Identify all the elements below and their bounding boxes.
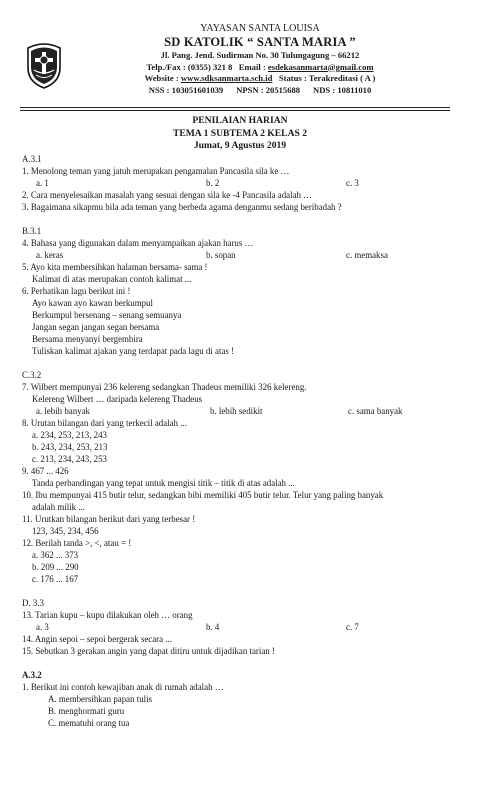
- option-c: c. 213, 234, 243, 253: [32, 454, 107, 464]
- section-heading: A.3.2: [22, 670, 42, 680]
- question-11-numbers: 123, 345, 234, 456: [32, 526, 99, 536]
- contact-line: [110, 62, 410, 74]
- option-a: a. keras: [36, 250, 64, 260]
- question-13: 13. Tarian kupu – kupu dilakukan oleh … orang: [22, 610, 193, 620]
- accreditation-status: Status : Terakreditasi ( A ): [278, 73, 376, 83]
- option-b: B. menghormati guru: [48, 706, 125, 716]
- song-line: Bersama menyanyi bergembira: [32, 334, 143, 344]
- option-a: a. lebih banyak: [36, 406, 90, 416]
- email-link[interactable]: esdekasanmarta@gmail.com: [267, 61, 374, 72]
- question-7-options: [22, 405, 462, 417]
- website-line: [110, 73, 410, 85]
- header-divider-thick: [20, 107, 450, 108]
- section-heading: D. 3.3: [22, 598, 44, 608]
- option-a: a. 362 ... 373: [32, 550, 79, 560]
- registration-line: [110, 85, 410, 97]
- question-6: 6. Perhatikan lagu berikut ini !: [22, 286, 131, 296]
- song-line: Berkumpul bersenang – senang semuanya: [32, 310, 182, 320]
- song-line: Ayo kawan ayo kawan berkumpul: [32, 298, 153, 308]
- question-9-prompt: Tanda perbandingan yang tepat untuk mengisi titik – titik di atas adalah ...: [32, 478, 295, 488]
- phone: Telp./Fax : (0355) 321 8: [146, 61, 233, 72]
- option-c: C. mematuhi orang tua: [48, 718, 130, 728]
- option-b: b. 4: [206, 622, 220, 632]
- question-1: 1. Berikut ini contoh kewajiban anak di rumah adalah …: [22, 682, 224, 692]
- question-5-prompt: Kalimat di atas merupakan contoh kalimat ...: [32, 274, 192, 284]
- option-a: a. 234, 253, 213, 243: [32, 430, 107, 440]
- question-8: 8. Urutan bilangan dari yang terkecil adalah ...: [22, 418, 187, 428]
- option-b: b. lebih sedikit: [210, 406, 263, 416]
- foundation-name: YAYASAN SANTA LOUISA: [200, 23, 320, 34]
- song-line: Jangan segan jangan segan bersama: [32, 322, 160, 332]
- email-label: Email :: [238, 61, 266, 72]
- section-d33: [22, 597, 462, 657]
- question-content: [22, 153, 462, 729]
- option-c: c. 7: [346, 622, 359, 632]
- question-5: 5. Ayo kita membersihkan halaman bersama- sama !: [22, 262, 208, 272]
- nds: NDS : 10811010: [313, 84, 372, 95]
- option-b: b. 2: [206, 178, 220, 188]
- exam-title-line2: TEMA 1 SUBTEMA 2 KELAS 2: [172, 127, 308, 139]
- option-c: c. sama banyak: [348, 406, 403, 416]
- option-b: b. sopan: [206, 250, 236, 260]
- question-1-options: [22, 177, 462, 189]
- question-7-prompt: Kelereng Wilbert … daripada kelereng Thadeus: [32, 394, 203, 404]
- question-6-prompt: Tuliskan kalimat ajakan yang terdapat pada lagu di atas !: [32, 346, 235, 356]
- question-10-continued: adalah milik ...: [32, 502, 85, 512]
- option-a: a. 3: [36, 622, 49, 632]
- question-7: 7. Wilbert mempunyai 236 kelereng sedangkan Thadeus memiliki 326 kelereng.: [22, 382, 307, 392]
- option-a: A. membersihkan papan tulis: [48, 694, 153, 704]
- question-2: 2. Cara menyelesaikan masalah yang sesuai dengan sila ke -4 Pancasila adalah …: [22, 190, 313, 200]
- section-heading: B.3.1: [22, 226, 42, 236]
- question-13-options: [22, 621, 462, 633]
- header-divider-thin: [20, 110, 450, 111]
- exam-title: [0, 115, 480, 153]
- option-b: b. 209 ... 290: [32, 562, 79, 572]
- section-b31: [22, 225, 462, 357]
- option-b: b. 243, 234, 253, 213: [32, 442, 108, 452]
- question-10: 10. Ibu mempunyai 415 butir telur, sedangkan bibi memiliki 405 butir telur. Telur yang paling banyak: [22, 490, 384, 500]
- website-label: Website :: [144, 73, 179, 83]
- letterhead: [0, 22, 480, 108]
- section-a31: [22, 153, 462, 213]
- question-4: 4. Bahasa yang digunakan dalam menyampaikan ajakan harus …: [22, 238, 254, 248]
- question-14: 14. Angin sepoi – sepoi bergerak secara ...: [22, 634, 172, 644]
- question-4-options: [22, 249, 462, 261]
- option-c: c. memaksa: [346, 250, 388, 260]
- school-crest-logo: [24, 40, 64, 90]
- letterhead-text: [110, 22, 410, 96]
- option-a: a. 1: [36, 178, 49, 188]
- option-c: c. 176 ... 167: [32, 574, 79, 584]
- section-c32: [22, 369, 462, 585]
- question-9: 9. 467 ... 426: [22, 466, 69, 476]
- option-c: c. 3: [346, 178, 359, 188]
- nss: NSS : 103051601039: [148, 84, 224, 95]
- exam-date: Jumat, 9 Agustus 2019: [193, 140, 287, 151]
- website-link[interactable]: www.sdksanmarta.sch.id: [180, 73, 273, 83]
- question-3: 3. Bagaimana sikapmu bila ada teman yang berbeda agama denganmu sedang beribadah ?: [22, 202, 342, 212]
- section-heading: A.3.1: [22, 154, 42, 164]
- section-a32: [22, 669, 462, 729]
- question-1: 1. Menolong teman yang jatuh merupakan pengamalan Pancasila sila ke …: [22, 166, 290, 176]
- section-heading: C.3.2: [22, 370, 42, 380]
- school-address: Jl. Pang. Jend. Sudirman No. 30 Tulungagung – 66212: [160, 50, 360, 60]
- exam-title-line1: PENILAIAN HARIAN: [192, 115, 288, 126]
- question-11: 11. Urutkan bilangan berikut dari yang terbesar !: [22, 514, 196, 524]
- school-name: SD KATOLIK “ SANTA MARIA ”: [164, 35, 356, 49]
- question-12: 12. Berilah tanda >, <, atau = !: [22, 538, 132, 548]
- question-15: 15. Sebutkan 3 gerakan angin yang dapat ditiru untuk dijadikan tarian !: [22, 646, 275, 656]
- npsn: NPSN : 20515688: [236, 84, 301, 95]
